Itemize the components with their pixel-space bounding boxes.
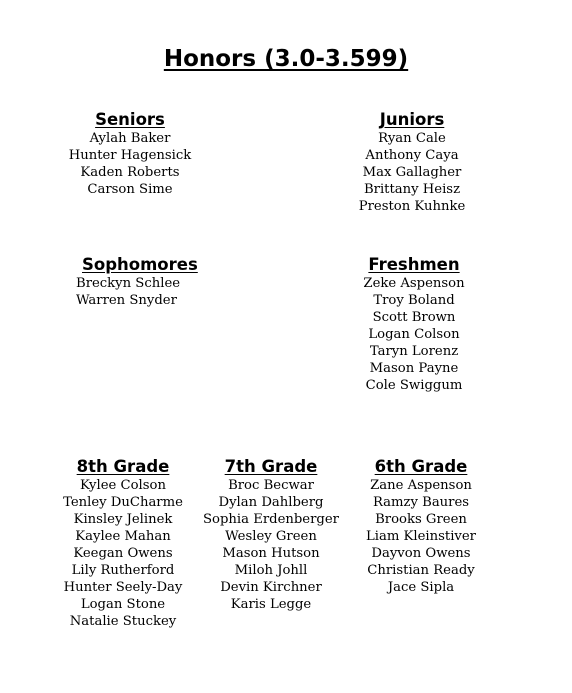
list-item: Kinsley Jelinek bbox=[73, 512, 173, 527]
seniors-group bbox=[40, 110, 220, 198]
list-item: Troy Boland bbox=[373, 293, 455, 308]
juniors-list bbox=[322, 130, 502, 215]
list-item: Ryan Cale bbox=[378, 131, 446, 146]
list-item: Warren Snyder bbox=[76, 293, 177, 308]
list-item: Breckyn Schlee bbox=[76, 276, 181, 291]
list-item: Scott Brown bbox=[372, 310, 456, 325]
freshmen-heading: Freshmen bbox=[368, 255, 460, 274]
list-item: Zane Aspenson bbox=[370, 478, 472, 493]
list-item: Carson Sime bbox=[87, 182, 173, 197]
list-item: Preston Kuhnke bbox=[358, 199, 466, 214]
juniors-heading: Juniors bbox=[379, 110, 445, 129]
list-item: Hunter Hagensick bbox=[68, 148, 192, 163]
list-item: Kaden Roberts bbox=[80, 165, 180, 180]
list-item: Jace Sipla bbox=[387, 580, 455, 595]
grade6-group bbox=[336, 457, 506, 596]
grade6-list bbox=[336, 477, 506, 596]
grade8-group bbox=[38, 457, 208, 630]
freshmen-group bbox=[324, 255, 504, 394]
list-item: Max Gallagher bbox=[362, 165, 462, 180]
list-item: Kaylee Mahan bbox=[75, 529, 171, 544]
sophomores-heading: Sophomores bbox=[82, 255, 198, 274]
list-item: Keegan Owens bbox=[73, 546, 173, 561]
list-item: Cole Swiggum bbox=[365, 378, 463, 393]
grade8-heading: 8th Grade bbox=[76, 457, 170, 476]
list-item: Broc Becwar bbox=[228, 478, 314, 493]
page-title bbox=[0, 46, 572, 78]
list-item: Liam Kleinstiver bbox=[366, 529, 476, 544]
list-item: Logan Colson bbox=[368, 327, 460, 342]
list-item: Miloh Johll bbox=[234, 563, 308, 578]
page-title-text: Honors (3.0-3.599) bbox=[163, 46, 409, 72]
list-item: Hunter Seely-Day bbox=[63, 580, 183, 595]
list-item: Tenley DuCharme bbox=[63, 495, 183, 510]
list-item: Dylan Dahlberg bbox=[218, 495, 324, 510]
list-item: Devin Kirchner bbox=[220, 580, 322, 595]
list-item: Mason Payne bbox=[369, 361, 459, 376]
list-item: Lily Rutherford bbox=[71, 563, 175, 578]
list-item: Christian Ready bbox=[367, 563, 475, 578]
list-item: Dayvon Owens bbox=[371, 546, 471, 561]
list-item: Wesley Green bbox=[225, 529, 317, 544]
list-item: Logan Stone bbox=[80, 597, 166, 612]
seniors-list bbox=[40, 130, 220, 198]
grade7-list bbox=[186, 477, 356, 613]
list-item: Aylah Baker bbox=[89, 131, 171, 146]
list-item: Taryn Lorenz bbox=[369, 344, 459, 359]
list-item: Mason Hutson bbox=[222, 546, 320, 561]
list-item: Sophia Erdenberger bbox=[203, 512, 339, 527]
grade7-heading: 7th Grade bbox=[224, 457, 318, 476]
list-item: Ramzy Baures bbox=[372, 495, 470, 510]
grade7-group bbox=[186, 457, 356, 613]
list-item: Kylee Colson bbox=[80, 478, 166, 493]
list-item: Natalie Stuckey bbox=[69, 614, 177, 629]
sophomores-group bbox=[76, 255, 256, 309]
sophomores-list bbox=[76, 275, 256, 309]
list-item: Brittany Heisz bbox=[363, 182, 461, 197]
grade6-heading: 6th Grade bbox=[374, 457, 468, 476]
seniors-heading: Seniors bbox=[95, 110, 165, 129]
freshmen-list bbox=[324, 275, 504, 394]
list-item: Zeke Aspenson bbox=[363, 276, 465, 291]
list-item: Brooks Green bbox=[375, 512, 467, 527]
list-item: Anthony Caya bbox=[365, 148, 459, 163]
grade8-list bbox=[38, 477, 208, 630]
list-item: Karis Legge bbox=[230, 597, 312, 612]
juniors-group bbox=[322, 110, 502, 215]
